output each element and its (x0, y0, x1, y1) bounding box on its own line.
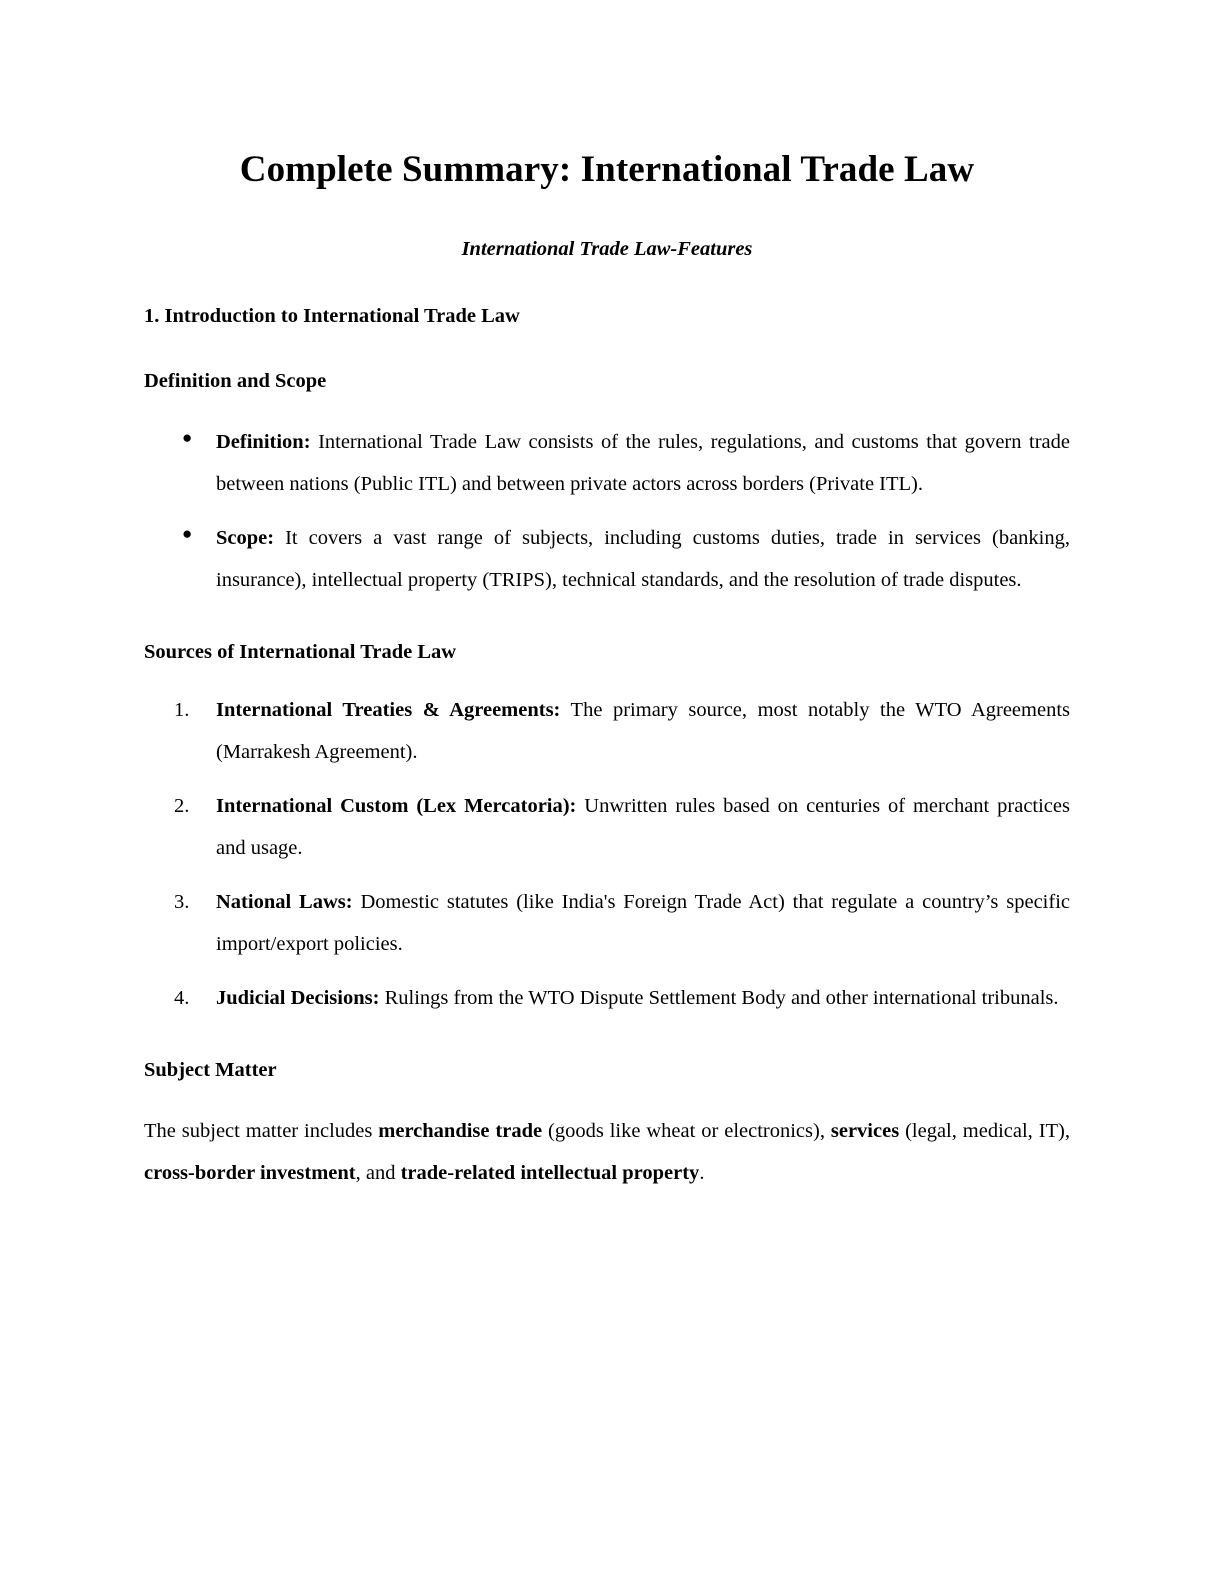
sources-numbered-list (144, 665, 1070, 1019)
section-heading-introduction: 1. Introduction to International Trade Law (144, 305, 520, 328)
list-marker-number: 4. (174, 987, 190, 1010)
subheading-subject-matter: Subject Matter (144, 1059, 277, 1082)
list-item (144, 785, 1070, 869)
subject-matter-paragraph (144, 1084, 1070, 1194)
list-item-lead: Definition: (216, 430, 311, 453)
subheading-sources: Sources of International Trade Law (144, 640, 457, 663)
paragraph-text: , and (355, 1162, 401, 1185)
list-item-text: Rulings from the WTO Dispute Settlement Body and other international tribunals. (379, 987, 1059, 1010)
list-item-text: International Trade Law consists of the rules, regulations, and customs that govern trade between nations (Public ITL) and between private actors across borders (Private ITL). (216, 430, 1070, 495)
list-item (144, 517, 1070, 601)
list-item-text: It covers a vast range of subjects, including customs duties, trade in services (banking, insurance), intellectual property (TRIPS), technical standards, and the resolution of trade disputes. (216, 526, 1070, 591)
list-item (144, 421, 1070, 505)
list-item-text: Domestic statutes (like India's Foreign Trade Act) that regulate a country’s specific import/export policies. (216, 891, 1070, 956)
list-marker-number: 1. (174, 699, 190, 722)
subheading-definition-and-scope: Definition and Scope (144, 370, 327, 393)
document-subtitle: International Trade Law-Features (461, 238, 753, 261)
list-item-text: The primary source, most notably the WTO Agreements (Marrakesh Agreement). (216, 699, 1070, 764)
list-item (144, 977, 1070, 1019)
list-item (144, 689, 1070, 773)
paragraph-text: (legal, medical, IT), (899, 1120, 1071, 1143)
paragraph-bold-merchandise-trade: merchandise trade (378, 1120, 543, 1143)
definition-scope-bullet-list (144, 395, 1070, 601)
paragraph-text: . (699, 1162, 705, 1185)
list-item-lead: International Treaties & Agreements: (216, 699, 561, 722)
list-item (144, 881, 1070, 965)
paragraph-bold-trade-related-ip: trade-related intellectual property (400, 1162, 700, 1185)
list-item-text: Unwritten rules based on centuries of merchant practices and usage. (216, 795, 1070, 860)
paragraph-text: The subject matter includes (144, 1120, 379, 1143)
list-item-lead: National Laws: (216, 891, 353, 914)
list-item-lead: International Custom (Lex Mercatoria): (216, 795, 577, 818)
bullet-icon: ● (182, 427, 193, 447)
list-item-lead: Judicial Decisions: (216, 987, 380, 1010)
paragraph-text: (goods like wheat or electronics), (542, 1120, 831, 1143)
paragraph-bold-services: services (830, 1120, 900, 1143)
list-marker-number: 2. (174, 795, 190, 818)
list-marker-number: 3. (174, 891, 190, 914)
paragraph-bold-cross-border-investment: cross-border investment (144, 1162, 356, 1185)
bullet-icon: ● (182, 523, 193, 543)
page-title: Complete Summary: International Trade Law (239, 149, 975, 190)
list-item-lead: Scope: (216, 526, 275, 549)
